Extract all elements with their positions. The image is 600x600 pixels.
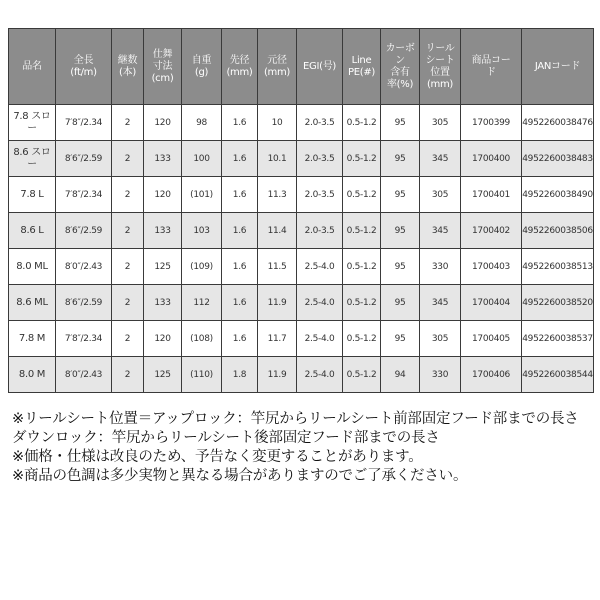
table-cell: 125	[144, 249, 182, 285]
table-cell: 1.6	[222, 177, 258, 213]
table-cell: 133	[144, 285, 182, 321]
table-cell: 8′0″/2.43	[56, 357, 112, 393]
table-cell: 0.5-1.2	[343, 285, 381, 321]
spec-table-header	[9, 29, 594, 105]
table-cell: 1.6	[222, 105, 258, 141]
product-name-cell: 8.0 ML	[9, 249, 56, 285]
spec-table-body	[9, 105, 594, 393]
product-name-cell: 8.0 M	[9, 357, 56, 393]
header-tip-diameter: 先径 (mm)	[222, 29, 258, 105]
table-row	[9, 141, 594, 177]
table-cell: 98	[182, 105, 222, 141]
table-row	[9, 105, 594, 141]
table-cell: 7′8″/2.34	[56, 321, 112, 357]
table-cell: 2.5-4.0	[297, 285, 343, 321]
spec-table	[8, 28, 594, 393]
header-product-name: 品名	[9, 29, 56, 105]
table-cell: 8′0″/2.43	[56, 249, 112, 285]
table-cell: 0.5-1.2	[343, 105, 381, 141]
table-cell: 95	[381, 249, 420, 285]
table-cell: 4952260038520	[522, 285, 594, 321]
table-cell: 4952260038483	[522, 141, 594, 177]
table-cell: 345	[420, 285, 461, 321]
table-cell: 305	[420, 177, 461, 213]
table-cell: 1.6	[222, 285, 258, 321]
table-cell: 2.0-3.5	[297, 105, 343, 141]
table-cell: 11.5	[258, 249, 297, 285]
table-cell: 103	[182, 213, 222, 249]
table-cell: 95	[381, 105, 420, 141]
table-cell: 133	[144, 141, 182, 177]
table-cell: 1700399	[461, 105, 522, 141]
table-cell: 11.4	[258, 213, 297, 249]
table-cell: 4952260038513	[522, 249, 594, 285]
table-cell: 2.0-3.5	[297, 213, 343, 249]
table-cell: 95	[381, 141, 420, 177]
table-cell: 1.6	[222, 213, 258, 249]
table-cell: 8′6″/2.59	[56, 141, 112, 177]
table-cell: 0.5-1.2	[343, 141, 381, 177]
product-name-cell: 8.6 L	[9, 213, 56, 249]
table-cell: 7′8″/2.34	[56, 177, 112, 213]
table-cell: 7′8″/2.34	[56, 105, 112, 141]
header-line-pe: Line PE(#)	[343, 29, 381, 105]
table-cell: 4952260038537	[522, 321, 594, 357]
table-cell: 2.5-4.0	[297, 357, 343, 393]
table-cell: 133	[144, 213, 182, 249]
table-cell: 2	[112, 141, 144, 177]
table-cell: 100	[182, 141, 222, 177]
header-pieces: 継数 (本)	[112, 29, 144, 105]
header-butt-diameter: 元径 (mm)	[258, 29, 297, 105]
table-cell: (110)	[182, 357, 222, 393]
note-item: ※商品の色調は多少実物と異なる場合がありますのでご了承ください。	[12, 468, 468, 484]
table-cell: 1700401	[461, 177, 522, 213]
table-cell: 10.1	[258, 141, 297, 177]
header-length: 全長 (ft/m)	[56, 29, 112, 105]
table-cell: 4952260038490	[522, 177, 594, 213]
table-cell: 120	[144, 105, 182, 141]
table-cell: 4952260038506	[522, 213, 594, 249]
table-cell: 2.5-4.0	[297, 321, 343, 357]
table-cell: (101)	[182, 177, 222, 213]
table-row	[9, 177, 594, 213]
notes-list	[12, 410, 592, 486]
table-cell: 0.5-1.2	[343, 213, 381, 249]
table-cell: (108)	[182, 321, 222, 357]
table-cell: 0.5-1.2	[343, 177, 381, 213]
table-row	[9, 357, 594, 393]
table-cell: 305	[420, 321, 461, 357]
table-cell: 1700404	[461, 285, 522, 321]
table-cell: 345	[420, 141, 461, 177]
table-cell: 95	[381, 213, 420, 249]
table-row	[9, 213, 594, 249]
table-cell: 1.6	[222, 249, 258, 285]
table-cell: 2	[112, 177, 144, 213]
table-cell: 11.7	[258, 321, 297, 357]
table-cell: 2	[112, 105, 144, 141]
table-cell: 0.5-1.2	[343, 321, 381, 357]
table-cell: 112	[182, 285, 222, 321]
table-cell: 330	[420, 357, 461, 393]
table-cell: 11.9	[258, 285, 297, 321]
header-egi: EGI(号)	[297, 29, 343, 105]
header-product-code: 商品コー ド	[461, 29, 522, 105]
table-cell: 10	[258, 105, 297, 141]
table-cell: 345	[420, 213, 461, 249]
table-cell: 95	[381, 285, 420, 321]
table-cell: 2.0-3.5	[297, 177, 343, 213]
header-row	[9, 29, 594, 105]
table-cell: 1.6	[222, 321, 258, 357]
header-carbon-content: カーボン 含有 率(%)	[381, 29, 420, 105]
table-cell: 1700405	[461, 321, 522, 357]
table-cell: 2	[112, 357, 144, 393]
table-cell: 1700402	[461, 213, 522, 249]
table-cell: 330	[420, 249, 461, 285]
table-cell: 11.3	[258, 177, 297, 213]
table-cell: (109)	[182, 249, 222, 285]
table-cell: 120	[144, 177, 182, 213]
table-cell: 2.0-3.5	[297, 141, 343, 177]
table-cell: 125	[144, 357, 182, 393]
note-item: ※価格・仕様は改良のため、予告なく変更することがあります。	[12, 449, 423, 465]
table-cell: 95	[381, 177, 420, 213]
table-cell: 4952260038476	[522, 105, 594, 141]
product-name-cell: 7.8 M	[9, 321, 56, 357]
table-cell: 4952260038544	[522, 357, 594, 393]
header-jan-code: JANコード	[522, 29, 594, 105]
table-cell: 305	[420, 105, 461, 141]
table-cell: 0.5-1.2	[343, 249, 381, 285]
table-cell: 11.9	[258, 357, 297, 393]
table-cell: 2.5-4.0	[297, 249, 343, 285]
note-item: ※リールシート位置＝アップロック：竿尻からリールシート前部固定フード部までの長さ ダウンロック：竿尻からリールシート後部固定フード部までの長さ	[12, 411, 593, 446]
table-row	[9, 321, 594, 357]
table-cell: 94	[381, 357, 420, 393]
product-name-cell: 8.6 ML	[9, 285, 56, 321]
table-cell: 1.8	[222, 357, 258, 393]
table-cell: 1700400	[461, 141, 522, 177]
product-name-cell: 7.8 スロ ー	[9, 105, 56, 141]
table-cell: 1.6	[222, 141, 258, 177]
table-cell: 2	[112, 249, 144, 285]
table-row	[9, 249, 594, 285]
table-cell: 0.5-1.2	[343, 357, 381, 393]
table-cell: 8′6″/2.59	[56, 285, 112, 321]
product-name-cell: 7.8 L	[9, 177, 56, 213]
table-cell: 8′6″/2.59	[56, 213, 112, 249]
product-name-cell: 8.6 スロ ー	[9, 141, 56, 177]
header-weight: 自重 (g)	[182, 29, 222, 105]
table-cell: 120	[144, 321, 182, 357]
table-cell: 2	[112, 213, 144, 249]
table-cell: 2	[112, 285, 144, 321]
header-reel-seat-position: リール シート 位置 (mm)	[420, 29, 461, 105]
table-cell: 1700403	[461, 249, 522, 285]
table-cell: 95	[381, 321, 420, 357]
table-cell: 1700406	[461, 357, 522, 393]
header-closed-length: 仕舞 寸法 (cm)	[144, 29, 182, 105]
table-row	[9, 285, 594, 321]
table-cell: 2	[112, 321, 144, 357]
